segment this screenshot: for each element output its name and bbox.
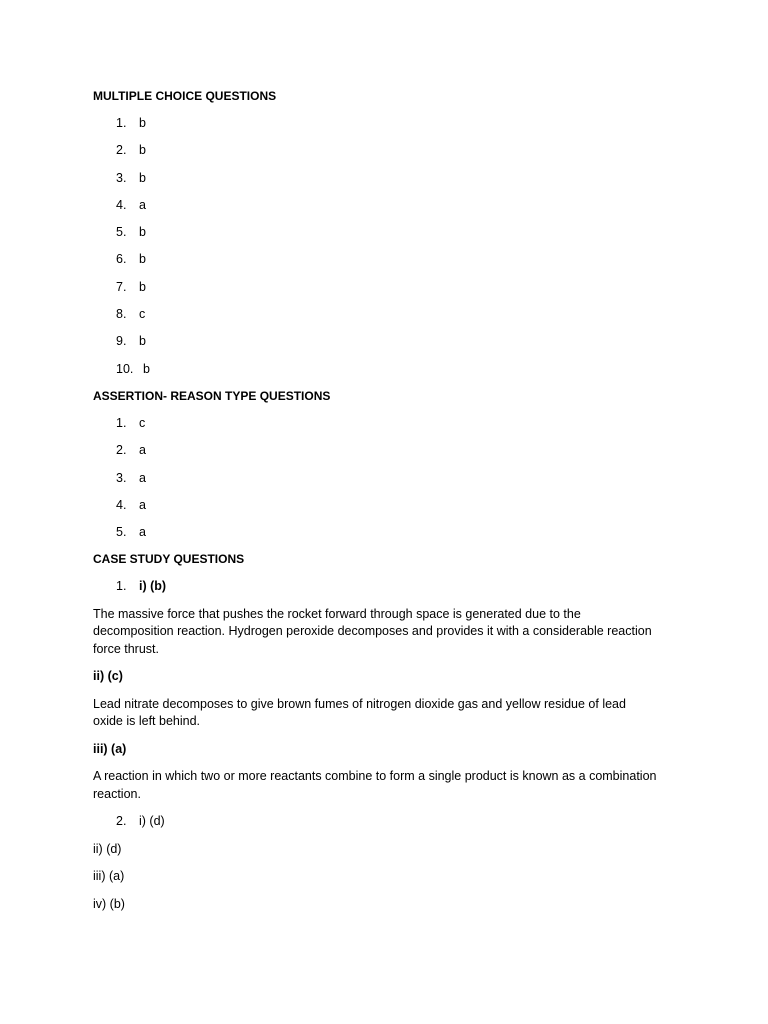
item-number: 4. [116, 497, 127, 512]
item-answer: b [139, 279, 146, 294]
item-number: 1. [116, 116, 127, 130]
case-q1-part3-label: iii) (a) [93, 741, 127, 756]
case-q2-part4: iv) (b) [93, 896, 125, 911]
item-number: 1. [116, 415, 127, 430]
item-number: 8. [116, 307, 127, 322]
case-q2-part1: i) (d) [139, 814, 165, 829]
mcq-item-6 [93, 251, 658, 278]
case-q1-row [93, 578, 658, 605]
item-number: 4. [116, 197, 127, 212]
item-number: 5. [116, 525, 127, 540]
mcq-heading: MULTIPLE CHOICE QUESTIONS [93, 89, 277, 103]
assertion-item-5 [93, 524, 658, 551]
item-number: 3. [116, 170, 127, 185]
mcq-item-10 [93, 361, 658, 388]
answer-key-page [93, 88, 658, 923]
mcq-item-7 [93, 279, 658, 306]
case-q2-part3: iii) (a) [93, 869, 125, 884]
item-answer: b [139, 116, 146, 130]
assertion-item-2 [93, 442, 658, 469]
assertion-item-4 [93, 497, 658, 524]
item-number: 5. [116, 225, 127, 240]
item-answer: b [139, 334, 146, 349]
assertion-heading: ASSERTION- REASON TYPE QUESTIONS [93, 388, 331, 403]
mcq-item-8 [93, 306, 658, 333]
case-q1-part1-text: The massive force that pushes the rocket forward through space is generated due to the decomposition reaction. Hydrogen peroxide decomposes and provides it with a considerable reaction force thrust. [93, 606, 652, 656]
item-answer: b [139, 252, 146, 267]
item-number: 9. [116, 334, 127, 349]
item-answer: c [139, 307, 146, 322]
assertion-item-3 [93, 470, 658, 497]
item-answer: a [139, 470, 146, 485]
item-answer: b [139, 225, 146, 240]
item-number: 1. [116, 579, 127, 594]
case-q1-part3-text: A reaction in which two or more reactants combine to form a single product is known as a combination reaction. [93, 769, 657, 801]
item-number: 2. [116, 443, 127, 458]
assertion-item-1 [93, 415, 658, 442]
case-q1-part2-label: ii) (c) [93, 669, 123, 684]
item-answer: b [143, 361, 150, 376]
assertion-list [93, 415, 658, 551]
item-number: 6. [116, 252, 127, 267]
mcq-item-4 [93, 197, 658, 224]
case-q1-part1-label: i) (b) [139, 579, 167, 594]
item-number: 2. [116, 814, 127, 829]
case-q2-row [93, 813, 658, 840]
mcq-item-3 [93, 170, 658, 197]
item-answer: b [139, 170, 146, 185]
mcq-item-1 [93, 115, 658, 142]
item-number: 3. [116, 470, 127, 485]
case-q1-part2-text: Lead nitrate decomposes to give brown fumes of nitrogen dioxide gas and yellow residue of lead oxide is left behind. [93, 696, 626, 729]
mcq-item-5 [93, 224, 658, 251]
mcq-list [93, 115, 658, 388]
item-answer: b [139, 143, 146, 158]
case-study-heading: CASE STUDY QUESTIONS [93, 552, 245, 567]
mcq-item-9 [93, 333, 658, 360]
mcq-item-2 [93, 142, 658, 169]
item-number: 7. [116, 279, 127, 294]
case-q2-part2: ii) (d) [93, 841, 122, 856]
item-answer: c [139, 415, 146, 430]
item-answer: a [139, 443, 146, 458]
item-number: 2. [116, 143, 127, 158]
item-answer: a [139, 497, 146, 512]
item-number: 10. [116, 361, 134, 376]
item-answer: a [139, 197, 146, 212]
item-answer: a [139, 525, 146, 540]
